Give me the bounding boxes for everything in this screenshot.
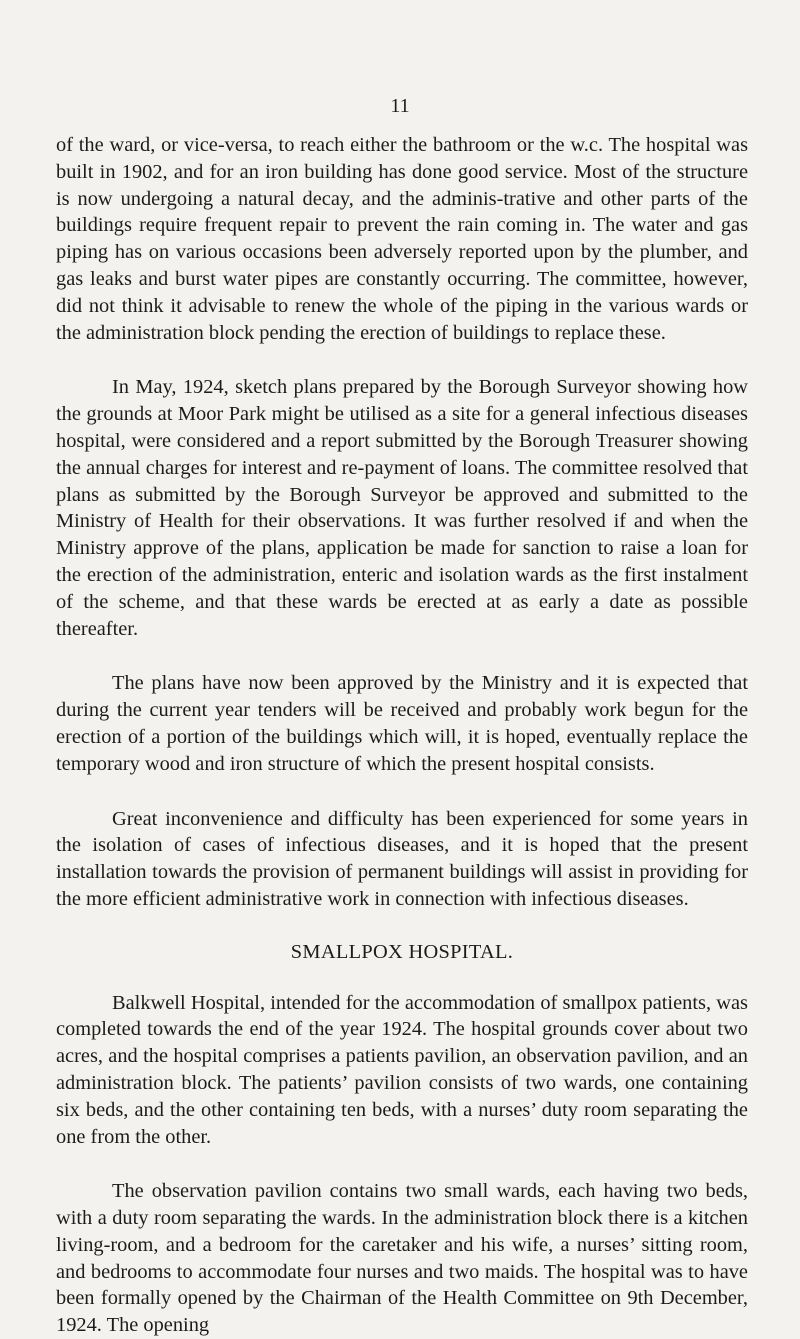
page-number: 11 [390,95,410,117]
paragraph-moor-park-plans: In May, 1924, sketch plans prepared by the Borough Surveyor showing how the grounds at Moor Park might be utilised as a site for a general infectious diseases hospital, were considered and a report submitted by the Borough Treasurer showing the annual charges for interest and re-payment of loans. The committee resolved that plans as submitted by the Borough Surveyor be approved and submitted to the Ministry of Health for their observations. It was further resolved if and when the Ministry approve of the plans, application be made for sanction to raise a loan for the erection of the administration, enteric and isolation wards as the first instalment of the scheme, and that these wards be erected at as early a date as possible thereafter. [56,376,748,640]
paragraph-inconvenience: Great inconvenience and difficulty has been experienced for some years in the isolation of cases of infectious diseases, and it is hoped that the present installation towards the provision of permanent buildings will assist in providing for the more efficient administrative work in connection with infectious diseases. [56,807,748,910]
paragraph-balkwell-hospital: Balkwell Hospital, intended for the accommodation of smallpox patients, was completed towards the end of the year 1924. The hospital grounds cover about two acres, and the hospital comprises a patients pavilion, an observation pavilion, and an administration block. The patients’ pavilion consists of two wards, one containing six beds, and the other containing ten beds, with a nurses’ duty room separating the one from the other. [56,991,748,1148]
paragraph-ward-continuation: of the ward, or vice-versa, to reach either the bathroom or the w.c. The hospital was built in 1902, and for an iron building has done good service. Most of the structure is now undergoing a natural decay, and the adminis-trative and other parts of the buildings require frequent repair to prevent the rain coming in. The water and gas piping has on various occasions been adversely reported upon by the plumber, and gas leaks and burst water pipes are constantly occurring. The committee, however, did not think it advisable to renew the whole of the piping in the various wards or the administration block pending the erection of buildings to replace these. [56,134,748,344]
paragraph-plans-approved: The plans have now been approved by the Ministry and it is expected that during the current year tenders will be received and probably work begun for the erection of a portion of the buildings which will, it is hoped, eventually replace the temporary wood and iron structure of which the present hospital consists. [56,672,748,775]
section-heading-smallpox-hospital: SMALLPOX HOSPITAL. [290,940,514,963]
paragraph-observation-pavilion: The observation pavilion contains two small wards, each having two beds, with a duty room separating the wards. In the administration block there is a kitchen living-room, and a bedroom for the caretaker and his wife, a nurses’ sitting room, and bedrooms to accommodate four nurses and two maids. The hospital was to have been formally opened by the Chairman of the Health Committee on 9th December, 1924. The opening [56,1180,748,1337]
